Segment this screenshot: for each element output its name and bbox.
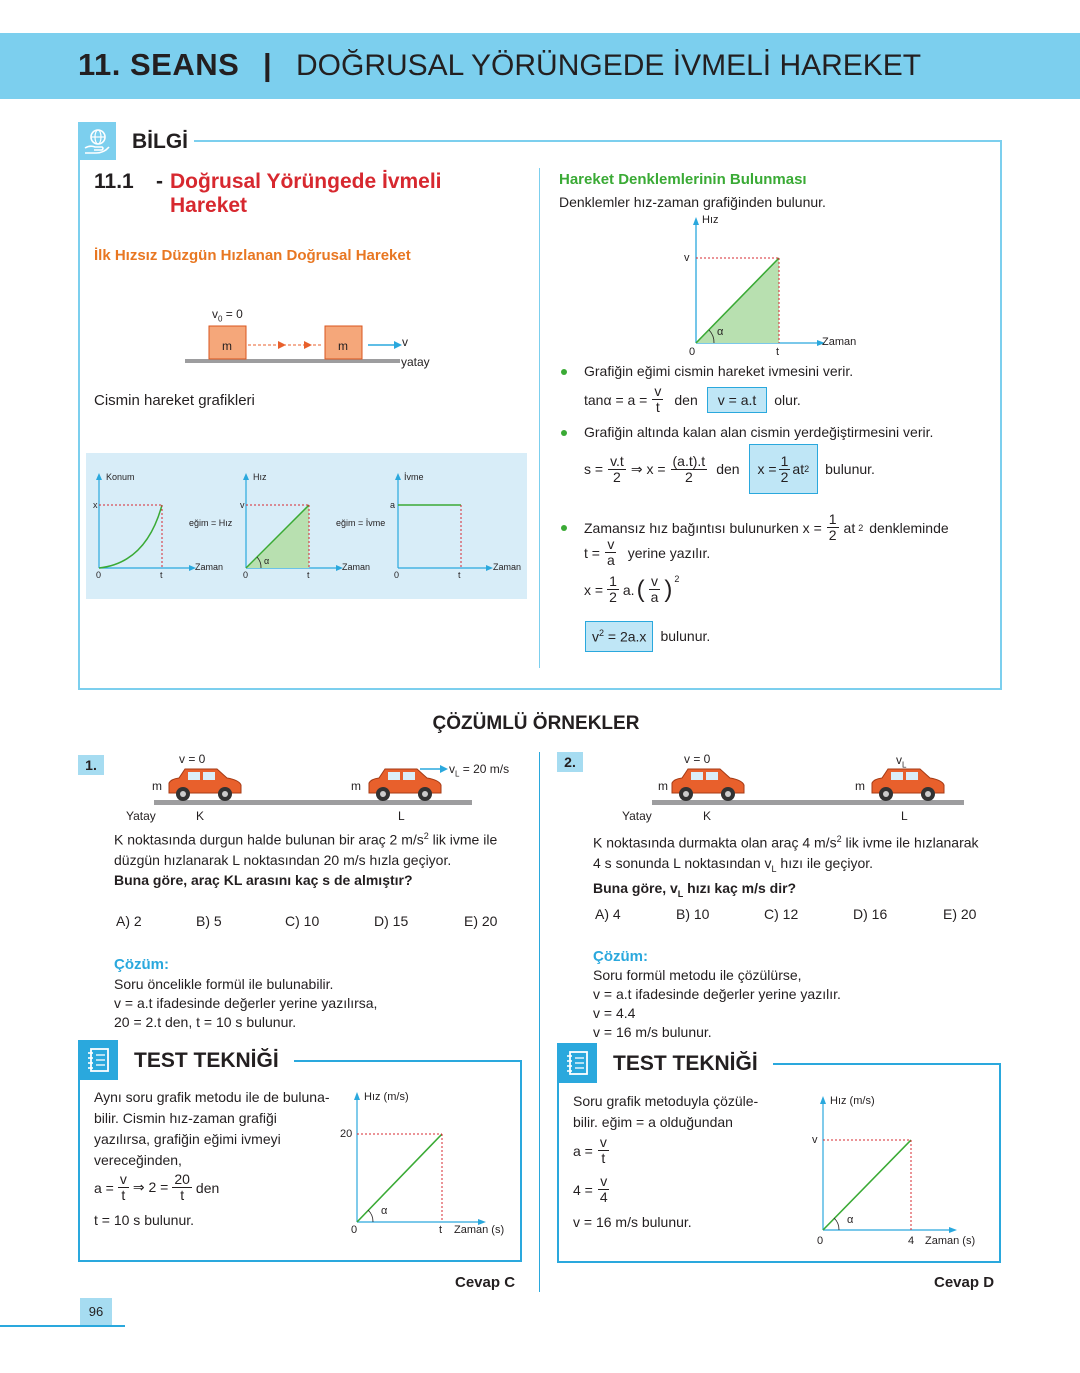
mass-label-1: m — [222, 339, 232, 353]
g2-ytick: v — [240, 500, 245, 510]
g1-origin: 0 — [96, 570, 102, 580]
q1-solution: Soru öncelikle formül ile bulunabilir. v = a.t ifadesinde değerler yerine yazılırsa, 20 = 2.t den, t = 10 s bulunur. — [114, 976, 378, 1030]
subheading: İlk Hızsız Düzgün Hızlanan Doğrusal Hareket — [94, 247, 411, 264]
g1-ytick: x — [93, 500, 98, 510]
car-icon — [668, 765, 746, 803]
rg-xtick: t — [776, 346, 780, 358]
q1-option-d: D) 15 — [374, 913, 409, 929]
examples-title: ÇÖZÜMLÜ ÖRNEKLER — [432, 713, 640, 734]
g2-angle: α — [264, 556, 270, 566]
q2-test-topline — [773, 1063, 1001, 1065]
q2-graph-xtick: 4 — [908, 1235, 915, 1247]
q1-test-label: TEST TEKNİĞİ — [128, 1049, 285, 1073]
q2-m2: m — [855, 779, 865, 793]
q1-graph-angle: α — [381, 1205, 388, 1217]
formula-box-v2: $v^2 = 2a.x$ — [585, 621, 653, 652]
q2-solution-label: Çözüm: — [593, 948, 648, 965]
q1-test-equation: a = $\frac{v}{t}$ ⇒ 2 = $\frac{20}{t}$ den — [94, 1171, 220, 1203]
rg-xlabel: Zaman — [822, 336, 857, 348]
formula-box-v-at: v = a.t — [707, 387, 768, 413]
info-box — [78, 140, 1002, 690]
examples-divider — [539, 752, 540, 1292]
bullet-3: Zamansız hız bağıntısı bulunurken x = $\frac{1}{2}$ at 2 denkleminde — [584, 511, 949, 543]
equation-t: t = $\frac{v}{a}$ yerine yazılır. — [584, 536, 711, 568]
q1-velocity-graph — [348, 1090, 488, 1230]
q1-m1: m — [152, 779, 162, 793]
rg-ylabel: Hız — [702, 214, 719, 226]
g2-note: eğim = İvme — [336, 518, 386, 528]
q1-test-result: t = 10 s bulunur. — [94, 1212, 195, 1228]
q2-L: L — [901, 809, 908, 823]
bullet-icon — [561, 525, 567, 531]
bullet-icon — [561, 369, 567, 375]
q2-answer: Cevap D — [934, 1274, 995, 1291]
q2-test-label: TEST TEKNİĞİ — [607, 1052, 764, 1076]
session-number: 11. SEANS — [78, 47, 240, 82]
info-box-top-border — [190, 140, 1002, 142]
section-title — [170, 170, 500, 218]
rg-origin: 0 — [689, 346, 696, 358]
q1-graph-ytick: 20 — [340, 1128, 353, 1140]
globe-hand-icon — [78, 122, 116, 160]
q2-graph-ytick: v — [812, 1134, 818, 1146]
bullet-2: Grafiğin altında kalan alan cismin yerdeğiştirmesini verir. — [584, 424, 934, 440]
q1-option-e: E) 20 — [464, 913, 498, 929]
yatay-label: yatay — [401, 355, 430, 369]
notebook-icon — [78, 1040, 118, 1080]
q1-K: K — [196, 809, 205, 823]
q1-m2: m — [351, 779, 361, 793]
q1-option-a: A) 2 — [116, 913, 142, 929]
rg-ytick: v — [684, 252, 690, 264]
q1-option-b: B) 5 — [196, 913, 222, 929]
g3-ytick: a — [390, 500, 396, 510]
q2-text: K noktasında durmakta olan araç 4 $m/s^2$ lik ivme ile hızlanarak 4 s sonunda L noktasından $v_L$ hızı ile geçiyor. Buna göre, $v_L$ hızı kaç m/s dir? — [593, 829, 1013, 904]
right-heading: Hareket Denklemlerinin Bulunması — [559, 171, 807, 188]
g3-xlabel: Zaman — [493, 562, 522, 572]
q2-option-a: A) 4 — [595, 906, 621, 922]
g1-note: eğim = Hız — [189, 518, 233, 528]
q2-velocity-graph — [815, 1093, 960, 1238]
header-separator: | — [263, 47, 272, 82]
g3-origin: 0 — [394, 570, 400, 580]
arrow-right-icon — [420, 763, 450, 775]
equation-2: s = $\frac{v.t}{2}$ ⇒ x = $\frac{(a.t).t}{2}$ den x = $\frac{1}{2}$ at 2 bulunur. — [584, 444, 875, 494]
q1-text: K noktasında durgun halde bulunan bir araç 2 $m/s^2$ lik ivme ile düzgün hızlanarak L noktasından 20 m/s hızla geçiyor. Buna göre, araç KL arasını kaç s de almıştır? — [114, 826, 534, 890]
q2-graph-angle: α — [847, 1214, 854, 1226]
q1-answer: Cevap C — [455, 1274, 516, 1291]
q2-option-d: D) 16 — [853, 906, 888, 922]
g1-xtick: t — [160, 570, 163, 580]
q1-graph-origin: 0 — [351, 1224, 358, 1236]
q2-solution: Soru formül metodu ile çözülürse, v = a.t ifadesinde değerler yerine yazılır. v = 4.4 v = 16 m/s bulunur. — [593, 967, 841, 1040]
equation-1: tanα = a = $\frac{v}{t}$ den v = a.t olur. — [584, 383, 801, 415]
q1-vL: $v_L = 20$ m/s — [449, 762, 510, 779]
q2-test-eq1: a = $\frac{v}{t}$ — [573, 1134, 607, 1166]
question-2-number: 2. — [557, 752, 583, 772]
q1-test-text: Aynı soru grafik metodu ile de buluna- bilir. Cismin hız-zaman grafiği yazılırsa, grafiğin eğimi ivmeyi vereceğinden, — [94, 1089, 330, 1168]
notebook-icon — [557, 1043, 597, 1083]
page-title: DOĞRUSAL YÖRÜNGEDE İVMELİ HAREKET — [296, 49, 922, 82]
q1-graph-ylabel: Hız (m/s) — [364, 1091, 409, 1103]
g2-ylabel: Hız — [253, 472, 267, 482]
q2-m1: m — [658, 779, 668, 793]
q2-option-b: B) 10 — [676, 906, 710, 922]
g1-xlabel: Zaman — [195, 562, 224, 572]
q2-graph-origin: 0 — [817, 1235, 824, 1247]
bullet-1: Grafiğin eğimi cismin hareket ivmesini verir. — [584, 363, 854, 379]
q1-L: L — [398, 809, 405, 823]
g3-xtick: t — [458, 570, 461, 580]
g2-xlabel: Zaman — [342, 562, 371, 572]
q1-v0: v = 0 — [179, 752, 206, 766]
equation-final: $v^2 = 2a.x$ bulunur. — [585, 621, 710, 652]
q1-graph-xtick: t — [439, 1224, 443, 1236]
column-divider — [539, 168, 540, 668]
graphs-caption: Cismin hareket grafikleri — [94, 392, 255, 409]
equation-x: x = $\frac{1}{2}$ a. ( $\frac{v}{a}$ ) $^2$ — [584, 573, 680, 605]
q2-test-eq2: 4 = $\frac{v}{4}$ — [573, 1173, 608, 1205]
v0-label: $v_0 = 0$ — [212, 307, 243, 324]
question-1-number: 1. — [78, 755, 104, 775]
q2-vL: $v_L$ — [896, 753, 907, 770]
info-label: BİLGİ — [126, 128, 194, 156]
q2-option-e: E) 20 — [943, 906, 977, 922]
q1-graph-xlabel: Zaman (s) — [454, 1224, 505, 1236]
q2-test-text: Soru grafik metoduyla çözüle- bilir. eğim = a olduğundan — [573, 1093, 759, 1130]
q2-question: Buna göre, $v_L$ hızı kaç m/s dir? — [593, 880, 797, 900]
car-icon — [165, 765, 243, 803]
q1-option-c: C) 10 — [285, 913, 320, 929]
velocity-time-graph — [680, 215, 830, 350]
rg-angle: α — [717, 326, 724, 338]
section-title-line1: Doğrusal Yörüngede İvmeli — [170, 170, 442, 193]
q1-yatay: Yatay — [126, 809, 156, 823]
position-curve — [99, 505, 162, 568]
page-number: 96 — [80, 1298, 112, 1326]
q2-graph-ylabel: Hız (m/s) — [830, 1095, 875, 1107]
right-intro: Denklemler hız-zaman grafiğinden bulunur. — [559, 194, 826, 210]
q2-v0: v = 0 — [684, 752, 711, 766]
bullet-icon — [561, 430, 567, 436]
section-title-line2: Hareket — [170, 194, 248, 217]
g2-xtick: t — [307, 570, 310, 580]
q2-K: K — [703, 809, 712, 823]
q2-test-result: v = 16 m/s bulunur. — [573, 1214, 692, 1230]
v-label: v — [402, 335, 408, 349]
formula-box-x: x = $\frac{1}{2}$ at 2 — [749, 444, 819, 494]
section-dash: - — [156, 170, 163, 193]
q1-solution-label: Çözüm: — [114, 956, 169, 973]
section-number: 11.1 — [94, 170, 134, 193]
q2-yatay: Yatay — [622, 809, 652, 823]
g3-ylabel: İvme — [404, 472, 424, 482]
q2-option-c: C) 12 — [764, 906, 799, 922]
page-footer-line — [0, 1325, 125, 1327]
ground-line — [185, 359, 400, 363]
q1-question: Buna göre, araç KL arasını kaç s de almıştır? — [114, 871, 413, 888]
q1-test-topline — [294, 1060, 522, 1062]
g2-origin: 0 — [243, 570, 249, 580]
g1-ylabel: Konum — [106, 472, 135, 482]
mass-label-2: m — [338, 339, 348, 353]
car-icon — [868, 765, 946, 803]
q2-graph-xlabel: Zaman (s) — [925, 1235, 976, 1247]
page-header — [0, 33, 1080, 99]
